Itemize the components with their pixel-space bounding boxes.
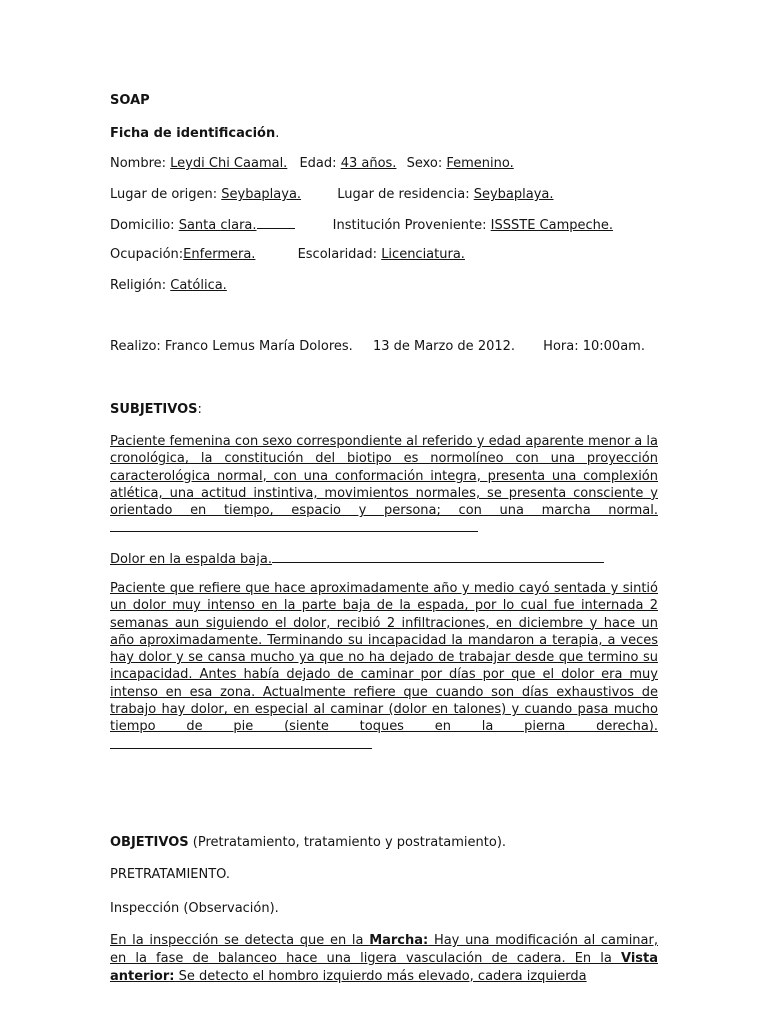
domicilio-value: Santa clara. <box>178 218 257 233</box>
sexo-label: Sexo: <box>406 156 443 171</box>
edad-label: Edad: <box>299 156 337 171</box>
institucion-label: Institución Proveniente: <box>332 218 487 233</box>
nombre-value: Leydi Chi Caamal. <box>170 156 288 171</box>
sexo-value: Femenino. <box>446 156 514 171</box>
origen-value: Seybaplaya. <box>221 187 302 202</box>
subjetivos-paragraph-1-text: Paciente femenina con sexo correspondiente al referido y edad aparente menor a la cronológica, la constitución del biotipo es normolíneo con una proyección caracterológica normal, con una conformación integra, presenta una complexión atlética, una actitud instintiva, movimientos normales, se presenta consciente y orientado en tiempo, espacio y persona; con una marcha normal. <box>110 434 658 519</box>
complaint-text: Dolor en la espalda baja. <box>110 552 272 567</box>
residencia-label: Lugar de residencia: <box>337 187 470 202</box>
domicilio-label: Domicilio: <box>110 218 175 233</box>
edad-value: 43 años. <box>340 156 397 171</box>
objetivos-heading-text: OBJETIVOS <box>110 835 189 850</box>
escolaridad-label: Escolaridad: <box>297 247 378 262</box>
realizo-time: Hora: 10:00am. <box>543 339 645 354</box>
row-domicilio <box>110 216 613 235</box>
subjetivos-paragraph-1 <box>110 433 658 538</box>
row-origen <box>110 186 554 204</box>
vista-anterior-label: Vista anterior: <box>110 950 658 984</box>
objetivos-heading-rest: (Pretratamiento, tratamiento y postratamiento). <box>188 835 507 850</box>
ocupacion-label: Ocupación: <box>110 247 184 262</box>
pretratamiento-heading: PRETRATAMIENTO. <box>110 867 231 882</box>
row-nombre <box>110 155 514 173</box>
subjetivos-heading-text: SUBJETIVOS <box>110 402 198 417</box>
subjetivos-heading <box>110 401 202 419</box>
subjetivos-paragraph-2 <box>110 580 658 754</box>
complaint-line <box>110 550 604 569</box>
residencia-value: Seybaplaya. <box>473 187 554 202</box>
subjetivos-heading-colon: : <box>197 402 202 417</box>
row-religion <box>110 277 227 295</box>
nombre-label: Nombre: <box>110 156 167 171</box>
religion-label: Religión: <box>110 278 167 293</box>
document-title: SOAP <box>110 93 150 108</box>
subjetivos-paragraph-2-text: Paciente que refiere que hace aproximadamente año y medio cayó sentada y sintió un dolor muy intenso en la parte baja de la espada, por lo cual fue internada 2 semanas aun siguiendo el dolor, recibió 2 infiltraciones, en diciembre y hace un año aproximadamente. Terminando su incapacidad la mandaron a terapia, a veces hay dolor y se cansa mucho ya que no ha dejado de trabajar desde que termino su incapacidad. Antes había dejado de caminar por días por que el dolor era muy intenso en esa zona. Actualmente refiere que cuando son días exhaustivos de trabajo hay dolor, en especial al caminar (dolor en talones) y cuando pasa mucho tiempo de pie (siente toques en la pierna derecha). <box>110 581 658 735</box>
origen-label: Lugar de origen: <box>110 187 218 202</box>
marcha-label: Marcha: <box>369 933 429 948</box>
row-ocupacion <box>110 246 465 264</box>
inspeccion-paragraph <box>110 932 658 985</box>
realizo-text: Realizo: Franco Lemus María Dolores. <box>110 339 353 354</box>
ocupacion-value: Enfermera. <box>183 247 256 262</box>
inspeccion-text-a: En la inspección se detecta que en la <box>110 933 370 948</box>
realizo-date: 13 de Marzo de 2012. <box>372 339 516 354</box>
escolaridad-value: Licenciatura. <box>381 247 465 262</box>
inspeccion-heading: Inspección (Observación). <box>110 901 279 916</box>
ficha-heading <box>110 125 279 143</box>
row-realizo <box>110 338 645 356</box>
ficha-heading-text: Ficha de identificación <box>110 126 276 141</box>
ficha-heading-period: . <box>275 126 280 141</box>
objetivos-heading <box>110 834 506 852</box>
institucion-value: ISSSTE Campeche. <box>490 218 614 233</box>
inspeccion-text-b: Hay una modificación al caminar, en la fase de balanceo hace una ligera vasculación de cadera. En la <box>110 933 658 966</box>
inspeccion-text-c: Se detecto el hombro izquierdo más elevado, cadera izquierda <box>174 968 587 984</box>
religion-value: Católica. <box>170 278 227 293</box>
